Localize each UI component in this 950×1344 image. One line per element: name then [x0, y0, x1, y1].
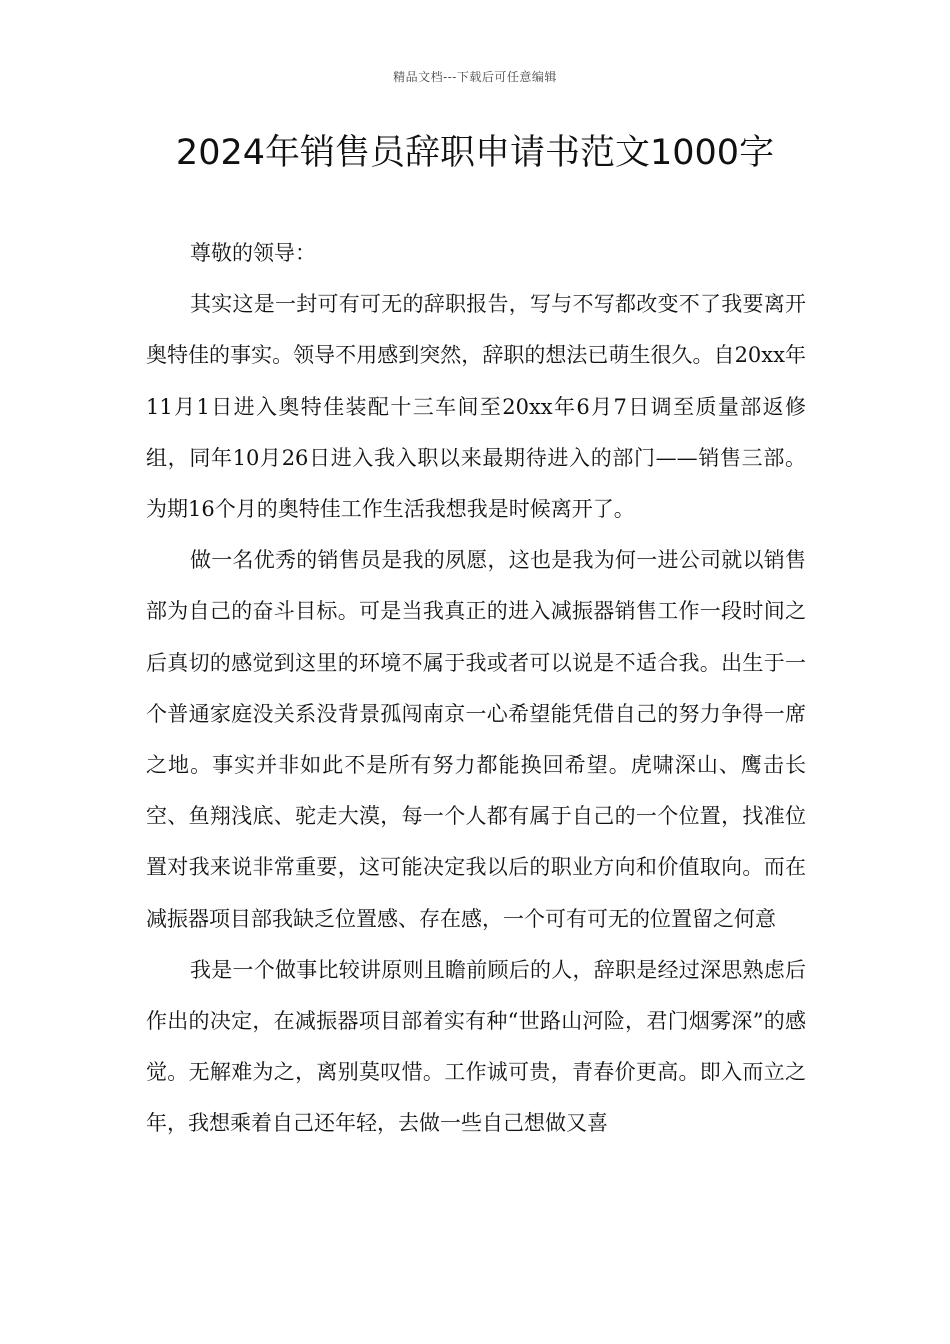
header-note: 精品文档---下载后可任意编辑	[393, 70, 557, 84]
body-paragraph-2: 做一名优秀的销售员是我的夙愿，这也是我为何一进公司就以销售部为自己的奋斗目标。可是当我真正的进入减振器销售工作一段时间之后真切的感觉到这里的环境不属于我或者可以说是不适合我。出生于一个普通家庭没关系没背景孤闯南京一心希望能凭借自己的努力争得一席之地。事实并非如此不是所有努力都能换回希望。虎啸深山、鹰击长空、鱼翔浅底、驼走大漠，每一个人都有属于自己的一个位置，找准位置对我来说非常重要，这可能决定我以后的职业方向和价值取向。而在减振器项目部我缺乏位置感、存在感，一个可有可无的位置留之何意	[146, 548, 806, 931]
document-title: 2024年销售员辞职申请书范文1000字	[175, 133, 775, 173]
document-body	[146, 228, 806, 1150]
body-paragraph-1: 其实这是一封可有可无的辞职报告，写与不写都改变不了我要离开奥特佳的事实。领导不用感到突然，辞职的想法已萌生很久。自20xx年11月1日进入奥特佳装配十三车间至20xx年6月7日调至质量部返修组，同年10月26日进入我入职以来最期待进入的部门——销售三部。为期16个月的奥特佳工作生活我想我是时候离开了。	[146, 292, 806, 522]
salutation: 尊敬的领导：	[190, 241, 316, 265]
body-paragraph-3: 我是一个做事比较讲原则且瞻前顾后的人，辞职是经过深思熟虑后作出的决定，在减振器项目部着实有种“世路山河险，君门烟雾深”的感觉。无解难为之，离别莫叹惜。工作诚可贵，青春价更高。即入而立之年，我想乘着自己还年轻，去做一些自己想做又喜	[146, 957, 806, 1136]
